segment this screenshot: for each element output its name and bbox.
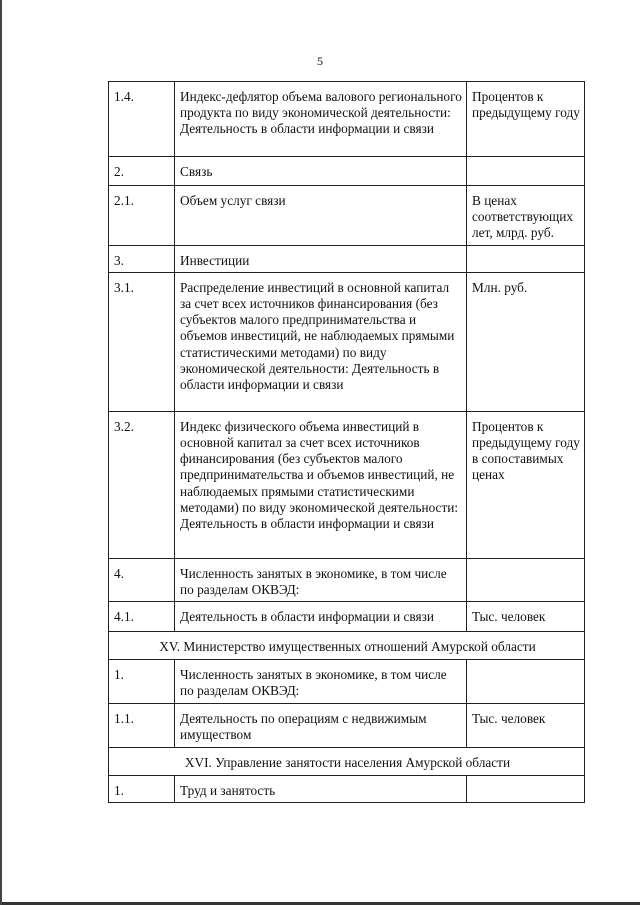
indicator-name-cell: Численность занятых в экономике, в том числе по разделам ОКВЭД: xyxy=(175,558,467,601)
unit-cell: Процентов к предыдущему году в сопоставимых ценах xyxy=(467,411,585,558)
page-number: 5 xyxy=(317,54,323,68)
table-row xyxy=(109,157,585,186)
table-body xyxy=(109,82,585,803)
table-row xyxy=(109,272,585,411)
indicator-name-cell: Объем услуг связи xyxy=(175,186,467,246)
indicator-name-cell: Деятельность в области информации и связи xyxy=(175,602,467,632)
row-number-cell: 1.4. xyxy=(109,82,175,157)
unit-cell: Тыс. человек xyxy=(467,703,585,747)
row-number-cell: 4. xyxy=(109,558,175,601)
unit-cell xyxy=(467,245,585,272)
unit-cell: Процентов к предыдущему году xyxy=(467,82,585,157)
row-number-cell: 1.1. xyxy=(109,703,175,747)
table-row xyxy=(109,660,585,703)
row-number-cell: 1. xyxy=(109,775,175,802)
row-number-cell: 3.2. xyxy=(109,411,175,558)
table-row xyxy=(109,245,585,272)
section-title: XVI. Управление занятости населения Амурской области xyxy=(109,747,585,775)
indicator-name-cell: Инвестиции xyxy=(175,245,467,272)
indicator-name-cell: Распределение инвестиций в основной капитал за счет всех источников финансирования (без субъектов малого предпринимательства и объемов инвестиций, не наблюдаемых прямыми статистическими методами) по виду экономической деятельности: Деятельность в области информации и связи xyxy=(175,272,467,411)
scan-edge-left xyxy=(0,0,2,905)
indicator-name-cell: Численность занятых в экономике, в том числе по разделам ОКВЭД: xyxy=(175,660,467,703)
table-row xyxy=(109,775,585,802)
row-number-cell: 1. xyxy=(109,660,175,703)
row-number-cell: 3.1. xyxy=(109,272,175,411)
unit-cell xyxy=(467,558,585,601)
indicator-name-cell: Связь xyxy=(175,157,467,186)
row-number-cell: 3. xyxy=(109,245,175,272)
unit-cell xyxy=(467,660,585,703)
indicator-name-cell: Индекс физического объема инвестиций в основной капитал за счет всех источников финансирования (без субъектов малого предпринимательства и объемов инвестиций, не наблюдаемых прямыми статистическими методами) по виду экономической деятельности: Деятельность в области информации и связи xyxy=(175,411,467,558)
indicator-name-cell: Деятельность по операциям с недвижимым имуществом xyxy=(175,703,467,747)
row-number-cell: 4.1. xyxy=(109,602,175,632)
section-title: XV. Министерство имущественных отношений Амурской области xyxy=(109,632,585,660)
row-number-cell: 2.1. xyxy=(109,186,175,246)
table-row xyxy=(109,186,585,246)
table-row xyxy=(109,558,585,601)
indicator-name-cell: Индекс-дефлятор объема валового регионального продукта по виду экономической деятельности: Деятельность в области информации и связи xyxy=(175,82,467,157)
unit-cell xyxy=(467,775,585,802)
indicator-name-cell: Труд и занятость xyxy=(175,775,467,802)
indicator-table xyxy=(108,81,585,803)
unit-cell: В ценах соответствующих лет, млрд. руб. xyxy=(467,186,585,246)
unit-cell: Млн. руб. xyxy=(467,272,585,411)
row-number-cell: 2. xyxy=(109,157,175,186)
table-row xyxy=(109,602,585,632)
table-row xyxy=(109,411,585,558)
unit-cell xyxy=(467,157,585,186)
section-header-row xyxy=(109,632,585,660)
table-row xyxy=(109,82,585,157)
unit-cell: Тыс. человек xyxy=(467,602,585,632)
table-row xyxy=(109,703,585,747)
section-header-row xyxy=(109,747,585,775)
